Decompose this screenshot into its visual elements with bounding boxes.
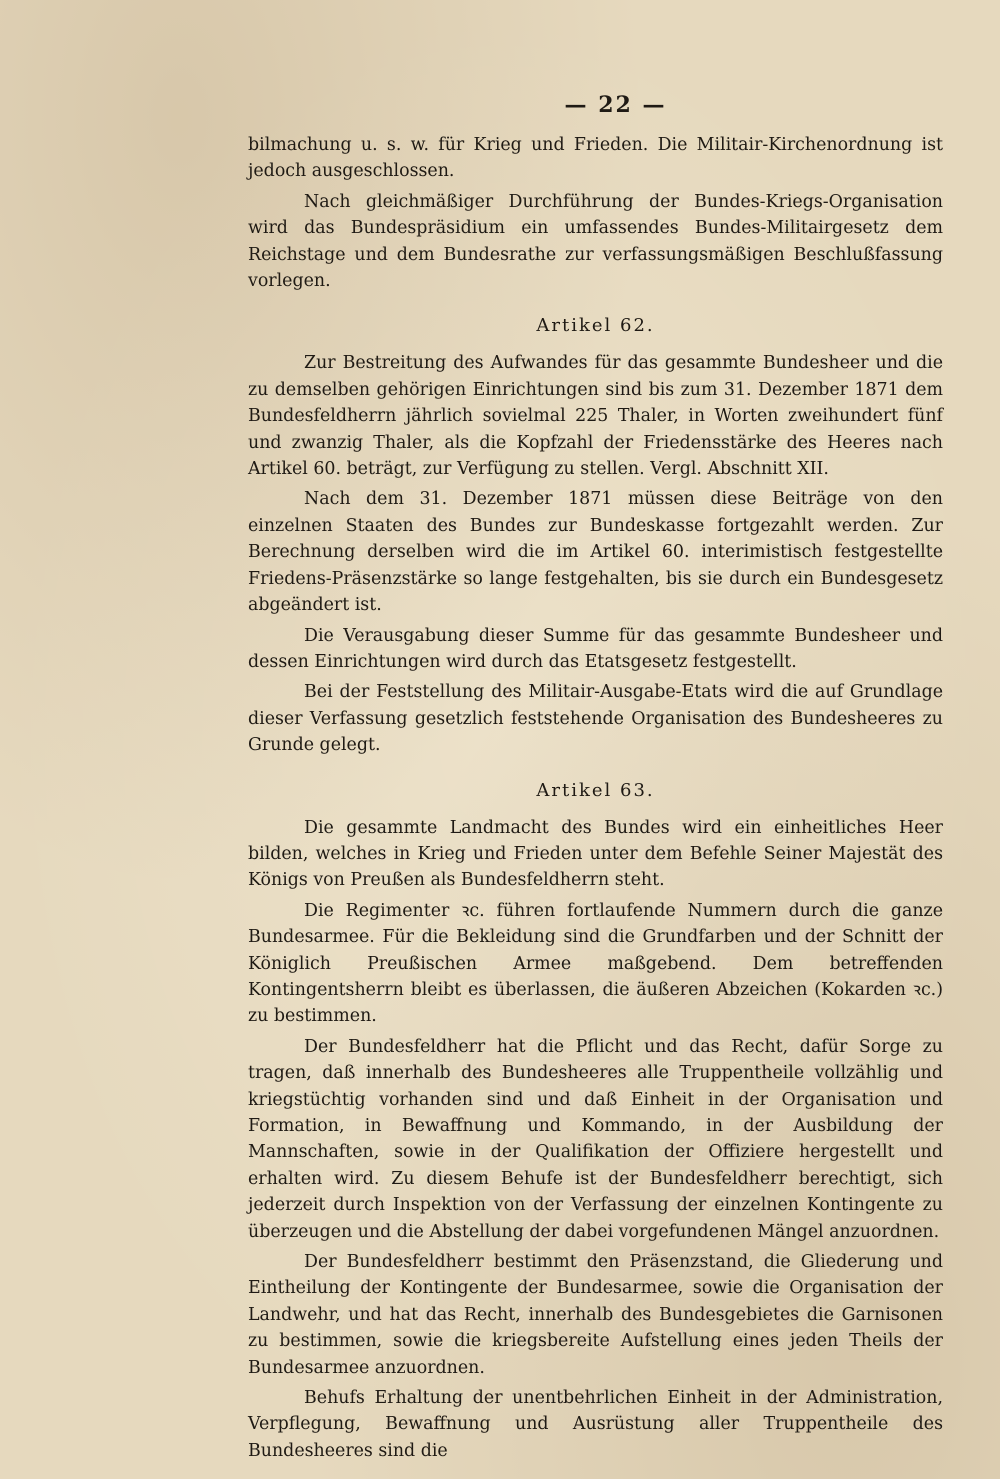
paragraph-bundes-militairgesetz: Nach gleichmäßiger Durchführung der Bundes-Kriegs-Organisation wird das Bundespräsidium ein umfassendes Bundes-Militairgesetz dem Reichstage und dem Bundesrathe zur verfassungsmäßigen Beschlußfassung vorlegen.	[248, 191, 943, 292]
article-heading-63: Artikel 63.	[536, 779, 655, 801]
document-page	[248, 88, 943, 1461]
paragraph-einheit-administration: Behufs Erhaltung der unentbehrlichen Einheit in der Administration, Verpflegung, Bewaffnung und Ausrüstung aller Truppentheile des Bundesheeres sind die	[248, 1388, 943, 1461]
paragraph-beitraege: Nach dem 31. Dezember 1871 müssen diese Beiträge von den einzelnen Staaten des Bundes zur Bundeskasse fortgezahlt werden. Zur Berechnung derselben wird die im Artikel 60. interimistisch festgestellte Friedens-Präsenzstärke so lange festgehalten, bis sie durch ein Bundesgesetz abgeändert ist.	[248, 489, 943, 616]
paragraph-verausgabung: Die Verausgabung dieser Summe für das gesammte Bundesheer und dessen Einrichtungen wird durch das Etatsgesetz festgestellt.	[248, 625, 943, 672]
paragraph-pflicht-recht: Der Bundesfeldherr hat die Pflicht und das Recht, dafür Sorge zu tragen, daß innerhalb des Bundesheeres alle Truppentheile vollzählig und kriegstüchtig vorhanden sind und daß Einheit in der Organisation und Formation, in Bewaffnung und Kommando, in der Ausbildung der Mannschaften, sowie in der Qualifikation der Offiziere hergestellt und erhalten wird. Zu diesem Behufe ist der Bundesfeldherr berechtigt, sich jederzeit durch Inspektion von der Verfassung der einzelnen Kontingente zu überzeugen und die Abstellung der dabei vorgefundenen Mängel anzuordnen.	[248, 1036, 943, 1242]
paragraph-praesenzstand: Der Bundesfeldherr bestimmt den Präsenzstand, die Gliederung und Eintheilung der Kontingente der Bundesarmee, sowie die Organisation der Landwehr, und hat das Recht, innerhalb des Bundesgebietes die Garnisonen zu bestimmen, sowie die kriegsbereite Aufstellung eines jeden Theils der Bundesarmee anzuordnen.	[248, 1252, 943, 1378]
paragraph-aufwand: Zur Bestreitung des Aufwandes für das gesammte Bundesheer und die zu demselben gehörigen Einrichtungen sind bis zum 31. Dezember 1871 dem Bundesfeldherrn jährlich sovielmal 225 Thaler, in Worten zweihundert fünf und zwanzig Thaler, als die Kopfzahl der Friedensstärke des Heeres nach Artikel 60. beträgt, zur Verfügung zu stellen. Vergl. Abschnitt XII.	[248, 353, 943, 480]
paragraph-landmacht: Die gesammte Landmacht des Bundes wird ein einheitliches Heer bilden, welches in Krieg und Frieden unter dem Befehle Seiner Majestät des Königs von Preußen als Bundesfeldherrn steht.	[248, 817, 943, 891]
paragraph-continued: bilmachung u. s. w. für Krieg und Frieden. Die Militair-Kirchenordnung ist jedoch ausgeschlossen.	[248, 135, 943, 182]
article-heading-62: Artikel 62.	[536, 315, 655, 337]
page-number: — 22 —	[564, 92, 667, 118]
paragraph-regimenter: Die Regimenter ꝛc. führen fortlaufende Nummern durch die ganze Bundesarmee. Für die Bekleidung sind die Grundfarben und der Schnitt der Königlich Preußischen Armee maßgebend. Dem betreffenden Kontingentsherrn bleibt es überlassen, die äußeren Abzeichen (Kokarden ꝛc.) zu bestimmen.	[248, 900, 943, 1027]
paragraph-ausgabe-etat: Bei der Feststellung des Militair-Ausgabe-Etats wird die auf Grundlage dieser Verfassung gesetzlich feststehende Organisation des Bundesheeres zu Grunde gelegt.	[248, 682, 943, 756]
